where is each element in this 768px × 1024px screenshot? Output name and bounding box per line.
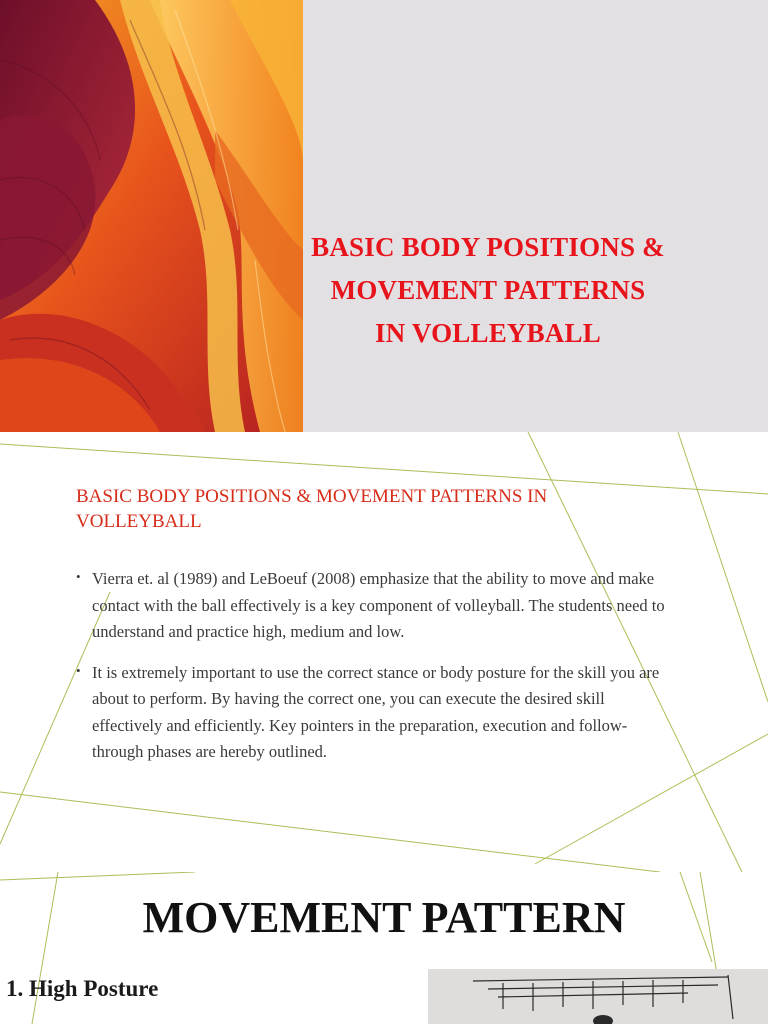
title-slide bbox=[0, 0, 768, 432]
movement-pattern-heading: MOVEMENT PATTERN bbox=[142, 893, 626, 942]
title-line-2: MOVEMENT PATTERNS bbox=[330, 275, 646, 305]
movement-pattern-slide bbox=[0, 872, 768, 1024]
court-sketch-icon bbox=[428, 969, 768, 1024]
title-line-3: IN VOLLEYBALL bbox=[375, 318, 601, 348]
intro-heading: BASIC BODY POSITIONS & MOVEMENT PATTERNS IN VOLLEYBALL bbox=[76, 486, 548, 532]
list-item: • It is extremely important to use the correct stance or body posture for the skill you are about to perform. By having the correct one, you can execute the desired skill effectively and efficiently. Key pointers in the preparation, execution and follow-through phases are hereby outlined. bbox=[76, 660, 676, 766]
list-item: • Vierra et. al (1989) and LeBoeuf (2008) emphasize that the ability to move and make contact with the ball effectively is a key component of volleyball. The students need to understand and practice high, medium and low. bbox=[76, 566, 676, 646]
canyon-photo-icon bbox=[0, 0, 303, 432]
intro-bullet-list bbox=[76, 566, 676, 780]
title-line-1: BASIC BODY POSITIONS & bbox=[311, 232, 665, 262]
intro-slide bbox=[0, 432, 768, 872]
high-posture-subheading: 1. High Posture bbox=[6, 976, 159, 1001]
title-slide-heading bbox=[288, 226, 688, 355]
